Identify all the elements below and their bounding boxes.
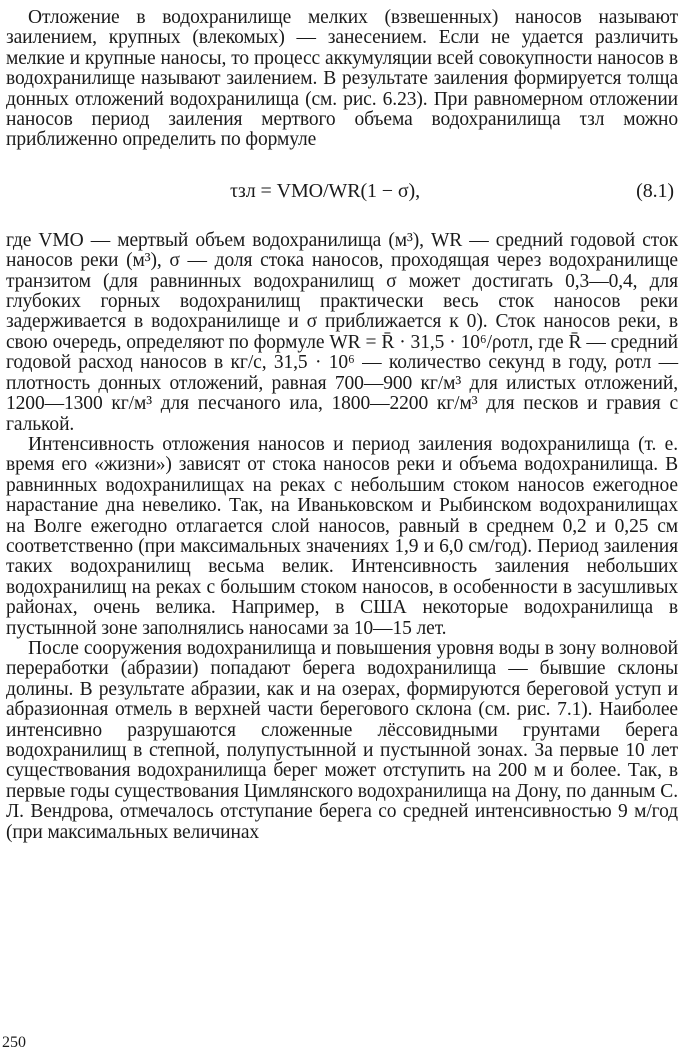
formula-expression: τзл = VМО/WR(1 − σ), xyxy=(230,179,421,202)
paragraph-3: Интенсивность отложения наносов и период заиления водохранилища (т. е. время его «жизни») зависят от стока наносов реки и объема водохранилища. В равнинных водохранилищах на реках с небольшим стоком наносов ежегодное нарастание дна невелико. Так, на Иваньковском и Рыбинском водохранилищах на Волге ежегодно отлагается слой наносов, равный в среднем 0,2 и 0,25 см соответственно (при максимальных значениях 1,9 и 6,0 см/год). Период заиления таких водохранилищ весьма велик. Интенсивность заиления небольших водохранилищ на реках с большим стоком наносов, в особенности в засушливых районах, очень велика. Например, в США некоторые водохранилища в пустынной зоне заполнялись наносами за 10—15 лет. xyxy=(6,433,678,639)
paragraph-1: Отложение в водохранилище мелких (взвешенных) наносов называют заилением, крупных (влекомых) — занесением. Если не удается различить мелкие и крупные наносы, то процесс аккумуляции всей совокупности наносов в водохранилище называют заилением. В результате заиления формируется толща донных отложений водохранилища (см. рис. 6.23). При равномерном отложении наносов период заиления мертвого объема водохранилища τзл можно приближенно определить по формуле xyxy=(6,7,678,151)
formula-8-1 xyxy=(6,171,678,215)
paragraph-4: После сооружения водохранилища и повышения уровня воды в зону волновой переработки (абразии) попадают берега водохранилища — бывшие склоны долины. В результате абразии, как и на озерах, формируются береговой уступ и абразионная отмель в верхней части берегового склона (см. рис. 7.1). Наиболее интенсивно разрушаются сложенные лёссовидными грунтами берега водохранилищ в степной, полупустынной и пустынной зонах. За первые 10 лет существования водохранилища берег может отступить на 200 м и более. Так, в первые годы существования Цимлянского водохранилища на Дону, по данным С. Л. Вендрова, отмечалось отступание берега со средней интенсивностью 9 м/год (при максимальных величинах xyxy=(6,637,678,843)
formula-number: (8.1) xyxy=(636,179,674,202)
paragraph-2: где VМО — мертвый объем водохранилища (м³), WR — средний годовой сток наносов реки (м³), σ — доля стока наносов, проходящая через водохранилище транзитом (для равнинных водохранилищ σ может достигать 0,3—0,4, для глубоких горных водохранилищ практически весь сток наносов реки задерживается в водохранилище и σ приближается к 0). Сток наносов реки, в свою очередь, определяют по формуле WR = R̄ · 31,5 · 10⁶/ρотл, где R̄ — средний годовой расход наносов в кг/с, 31,5 · 10⁶ — количество секунд в году, ρотл — плотность донных отложений, равная 700—900 кг/м³ для илистых отложений, 1200—1300 кг/м³ для песчаного ила, 1800—2200 кг/м³ для песков и гравия с галькой. xyxy=(6,229,678,435)
body-text xyxy=(6,8,678,843)
page-number: 250 xyxy=(2,1034,26,1051)
